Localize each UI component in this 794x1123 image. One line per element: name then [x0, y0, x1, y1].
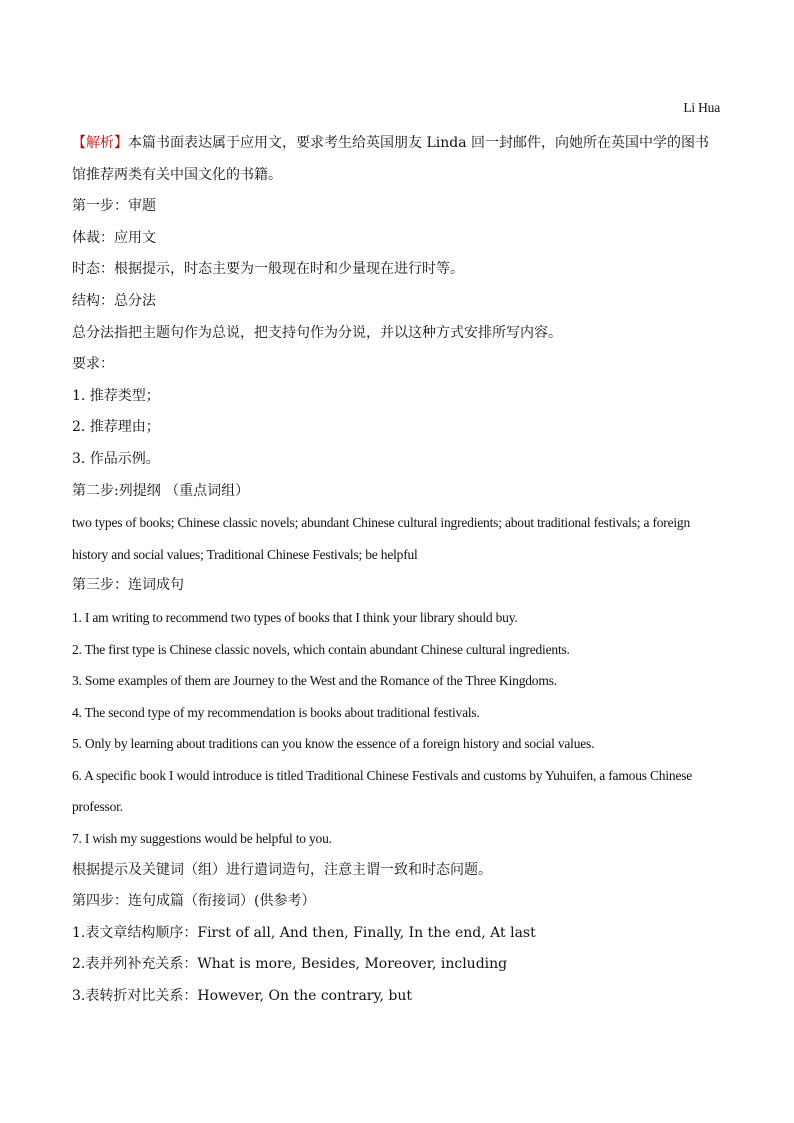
structure-line: 结构：总分法 — [72, 292, 156, 309]
step3-title: 第三步：连词成句 — [72, 577, 184, 594]
requirement-item: 2. 推荐理由； — [72, 419, 160, 436]
requirement-item: 3. 作品示例。 — [72, 450, 160, 467]
step3-note: 根据提示及关键词（组）进行遣词造句，注意主谓一致和时态问题。 — [72, 861, 492, 878]
requirements-title: 要求： — [72, 356, 114, 373]
analysis-label: 【解析】 — [72, 135, 128, 151]
outline-text: two types of books; Chinese classic novels; abundant Chinese cultural ingredients; about traditional festivals; a foreign history and social values; Traditional Chinese Festivals; be helpful — [72, 515, 691, 562]
sentence-item: 1. I am writing to recommend two types of books that I think your library should buy. — [72, 609, 518, 625]
connector-item: 1.表文章结构顺序：First of all, And then, Finally, In the end, At last — [72, 924, 536, 941]
structure-desc: 总分法指把主题句作为总说，把支持句作为分说，并以这种方式安排所写内容。 — [72, 324, 562, 341]
analysis-paragraph — [72, 128, 722, 191]
sentence-item: 7. I wish my suggestions would be helpful to you. — [72, 831, 332, 847]
tense-line: 时态：根据提示，时态主要为一般现在时和少量现在进行时等。 — [72, 261, 464, 278]
sentence-item: 4. The second type of my recommendation is books about traditional festivals. — [72, 704, 480, 720]
sentence-item: 2. The first type is Chinese classic novels, which contain abundant Chinese cultural ingredients. — [72, 641, 570, 657]
sentence-item: 3. Some examples of them are Journey to the West and the Romance of the Three Kingdoms. — [72, 673, 557, 689]
sentence-item: 5. Only by learning about traditions can you know the essence of a foreign history and social values. — [72, 736, 595, 752]
document-body — [72, 128, 722, 1013]
genre-line: 体裁：应用文 — [72, 229, 156, 246]
requirement-item: 1. 推荐类型； — [72, 387, 160, 404]
step2-title: 第二步:列提纲 （重点词组） — [72, 482, 250, 499]
step1-title: 第一步：审题 — [72, 198, 156, 215]
step4-title: 第四步：连句成篇（衔接词）(供参考） — [72, 893, 316, 910]
connector-item: 3.表转折对比关系：However, On the contrary, but — [72, 988, 413, 1005]
signature: Li Hua — [683, 100, 720, 115]
analysis-text: 本篇书面表达属于应用文，要求考生给英国朋友 Linda 回一封邮件，向她所在英国中学的图书馆推荐两类有关中国文化的书籍。 — [72, 135, 709, 183]
sentence-item: 6. A specific book I would introduce is titled Traditional Chinese Festivals and customs by Yuhuifen, a famous Chinese professor. — [72, 767, 693, 815]
connector-item: 2.表并列补充关系：What is more, Besides, Moreover, including — [72, 956, 508, 973]
